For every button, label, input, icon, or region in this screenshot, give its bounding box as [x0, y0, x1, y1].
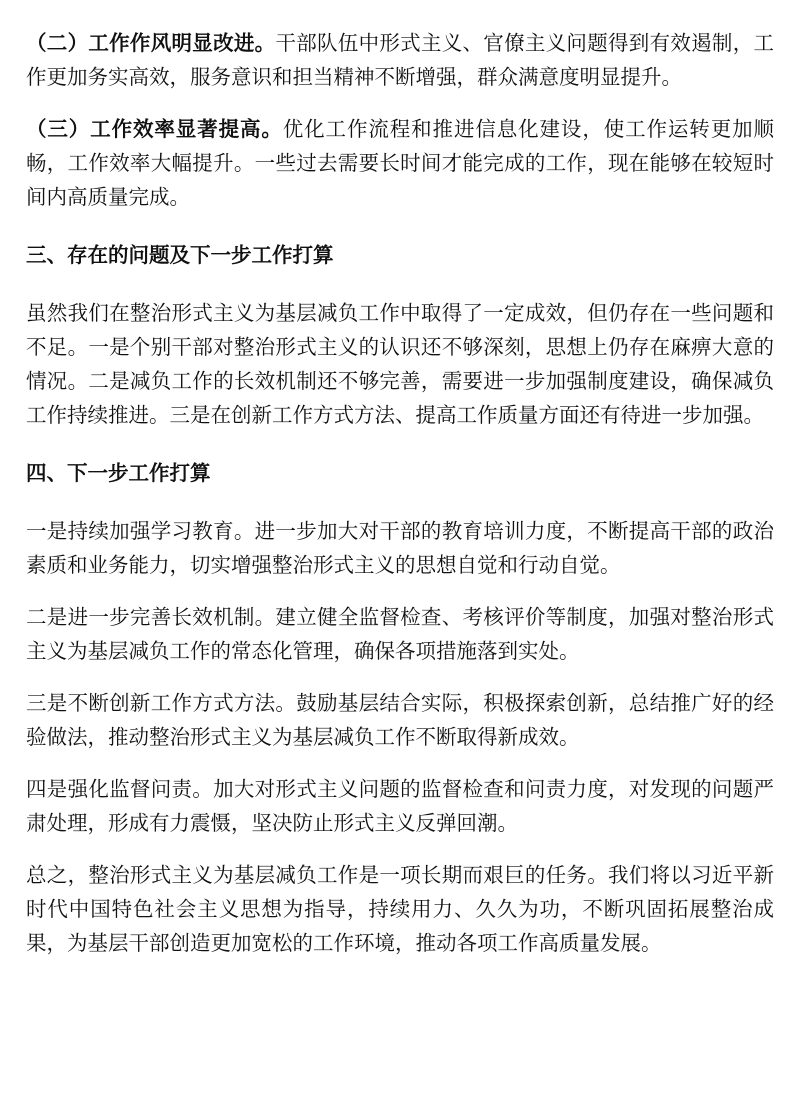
paragraph-problems — [26, 296, 774, 432]
paragraph-next-step-4 — [26, 772, 774, 840]
paragraph-work-style — [26, 26, 774, 94]
paragraph-next-step-1 — [26, 514, 774, 582]
paragraph-conclusion — [26, 858, 774, 960]
paragraph-text: 三是不断创新工作方式方法。鼓励基层结合实际，积极探索创新，总结推广好的经验做法，推动整治形式主义为基层减负工作不断取得新成效。 — [26, 691, 774, 749]
paragraph-text: 四是强化监督问责。加大对形式主义问题的监督检查和问责力度，对发现的问题严肃处理，形成有力震慑，坚决防止形式主义反弹回潮。 — [26, 777, 774, 835]
paragraph-text: 优化工作流程和推进信息化建设，使工作运转更加顺畅，工作效率大幅提升。一些过去需要长时间才能完成的工作，现在能够在较短时间内高质量完成。 — [26, 117, 774, 209]
paragraph-next-step-2 — [26, 600, 774, 668]
paragraph-text: 二是进一步完善长效机制。建立健全监督检查、考核评价等制度，加强对整治形式主义为基层减负工作的常态化管理，确保各项措施落到实处。 — [26, 605, 774, 663]
paragraph-work-efficiency — [26, 112, 774, 214]
paragraph-text: 虽然我们在整治形式主义为基层减负工作中取得了一定成效，但仍存在一些问题和不足。一是个别干部对整治形式主义的认识还不够深刻，思想上仍存在麻痹大意的情况。二是减负工作的长效机制还不够完善，需要进一步加强制度建设，确保减负工作持续推进。三是在创新工作方式方法、提高工作质量方面还有待进一步加强。 — [26, 301, 774, 427]
paragraph-lead: （二）工作作风明显改进。 — [26, 31, 276, 55]
section-heading-problems: 三、存在的问题及下一步工作打算 — [26, 243, 334, 267]
paragraph-text: 干部队伍中形式主义、官僚主义问题得到有效遏制，工作更加务实高效，服务意识和担当精神不断增强，群众满意度明显提升。 — [26, 31, 775, 89]
paragraph-lead: （三）工作效率显著提高。 — [26, 117, 283, 141]
paragraph-text: 总之，整治形式主义为基层减负工作是一项长期而艰巨的任务。我们将以习近平新时代中国特色社会主义思想为指导，持续用力、久久为功，不断巩固拓展整治成果，为基层干部创造更加宽松的工作环境，推动各项工作高质量发展。 — [26, 863, 774, 955]
paragraph-text: 一是持续加强学习教育。进一步加大对干部的教育培训力度，不断提高干部的政治素质和业务能力，切实增强整治形式主义的思想自觉和行动自觉。 — [26, 519, 774, 577]
section-heading-next-steps: 四、下一步工作打算 — [26, 461, 211, 485]
paragraph-next-step-3 — [26, 686, 774, 754]
